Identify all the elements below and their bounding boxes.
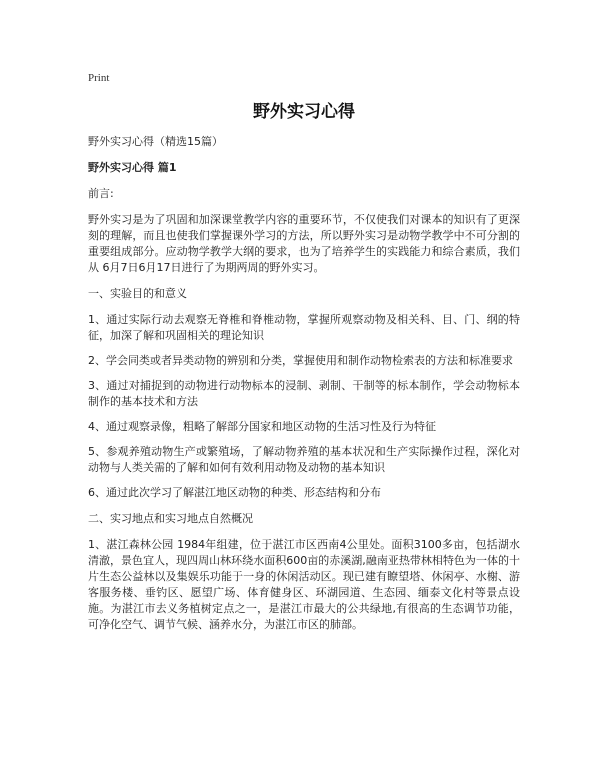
part2-heading: 二、实习地点和实习地点自然概况 <box>88 512 253 525</box>
intro-paragraph: 野外实习是为了巩固和加深课堂教学内容的重要环节，不仅使我们对课本的知识有了更深刻的理解，而且也使我们掌握课外学习的方法，所以野外实习是动物学教学中不可分割的重要组成部分。应动物学教学大纲的要求，也为了培养学生的实践能力和综合素质，我们从 6月7日6月17日进行了为期两周的野外实习。 <box>88 213 520 274</box>
list-item: 1、通过实际行动去观察无脊椎和脊椎动物，掌握所观察动物及相关科、目、门、纲的特征，加深了解和巩固相关的理论知识 <box>88 313 520 342</box>
document-body <box>88 134 520 643</box>
list-item: 4、通过观察录像，粗略了解部分国家和地区动物的生活习性及行为特征 <box>88 420 436 433</box>
list-item: 5、参观养殖动物生产或繁殖场，了解动物养殖的基本状况和生产实际操作过程，深化对动物与人类关需的了解和如何有效利用动物及动物的基本知识 <box>88 445 520 474</box>
list-item: 2、学会同类或者异类动物的辨别和分类，掌握使用和制作动物检索表的方法和标准要求 <box>88 354 513 367</box>
section-heading: 野外实习心得 篇1 <box>88 161 177 174</box>
part1-heading: 一、实验目的和意义 <box>88 287 187 300</box>
document-subtitle: 野外实习心得（精选15篇） <box>88 135 223 148</box>
print-label: Print <box>88 72 110 84</box>
location-paragraph: 1、湛江森林公园 1984年组建，位于湛江市区西南4公里处。面积3100多亩，包括湖水清澈，景色宜人，现四周山林环绕水面积600亩的赤溪湖,融南亚热带林相特色为一体的十片生态公益林以及集娱乐功能于一身的休闲活动区。现已建有瞭望塔、休闲亭、水榭、游客服务楼、垂钓区、愿望广场、体育健身区、环湖园道、生态园、缅泰文化村等景点设施。为湛江市去义务植树定点之一，是湛江市最大的公共绿地,有很高的生态调节功能，可净化空气、调节气候、涵养水分，为湛江市区的肺部。 <box>88 538 520 631</box>
preface-label: 前言: <box>88 187 114 200</box>
list-item: 3、通过对捕捉到的动物进行动物标本的浸制、剥制、干制等的标本制作，学会动物标本制作的基本技术和方法 <box>88 379 520 408</box>
list-item: 6、通过此次学习了解湛江地区动物的种类、形态结构和分布 <box>88 486 381 499</box>
page-title: 野外实习心得 <box>253 102 355 122</box>
